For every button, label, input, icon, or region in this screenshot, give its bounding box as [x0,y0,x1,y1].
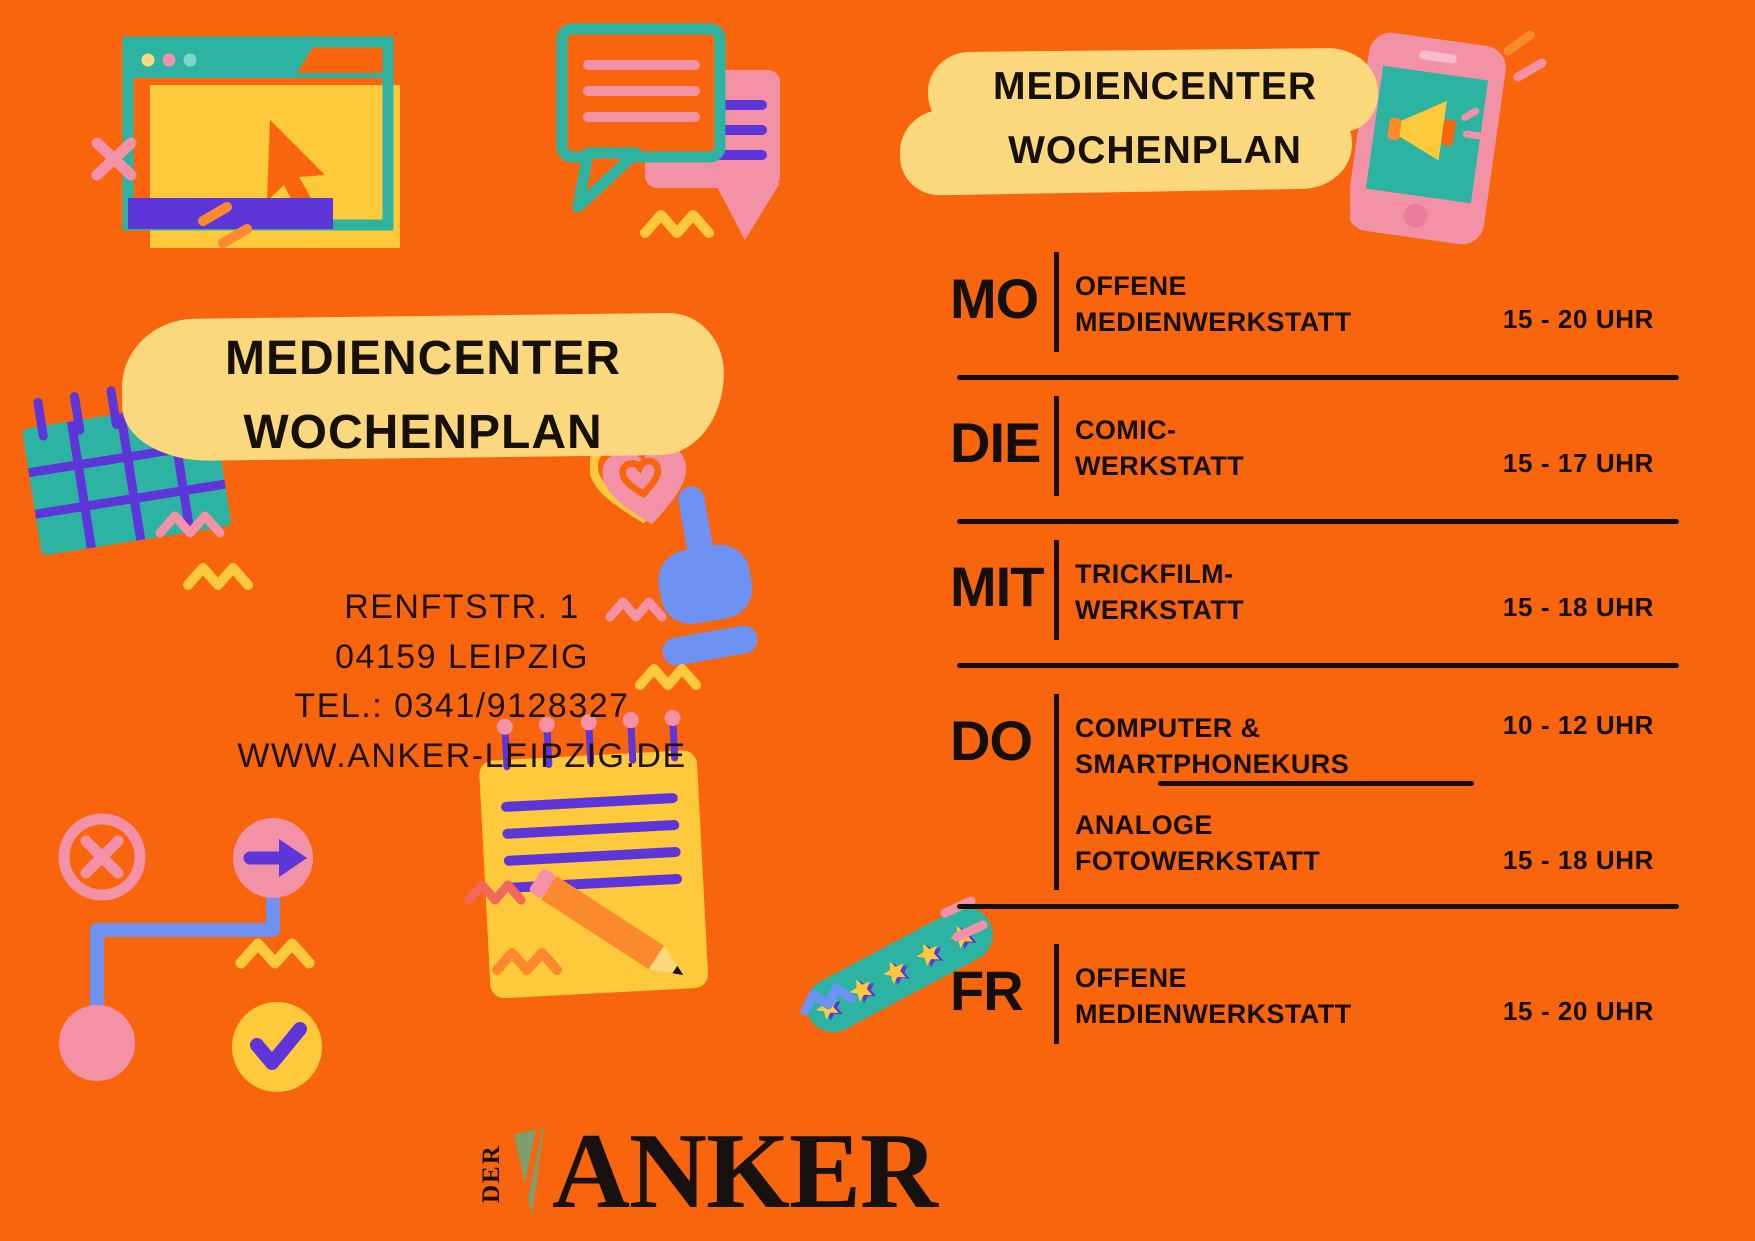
anker-logo [478,1112,938,1231]
event-time: 15 - 20 UHR [1502,996,1654,1026]
left-title-line2: WOCHENPLAN [243,406,603,459]
event-time: 15 - 18 UHR [1502,592,1654,622]
day-label-mit: MIT [950,555,1044,618]
row-divider [957,663,1679,668]
schedule-row-fr [950,944,1680,1044]
event-time: 15 - 20 UHR [1502,304,1654,334]
row-divider [957,519,1679,524]
crossed-circle-icon [64,819,140,895]
right-page-title [945,55,1365,183]
speech-bubbles-illustration [550,15,800,260]
check-circle-icon [232,1002,322,1092]
event-offene-medienwerkstatt-mo: OFFENE MEDIENWERKSTATT 15 - 20 UHR [1075,271,1654,337]
day-divider [1054,540,1059,640]
address-phone: TEL.: 0341/9128327 [294,687,630,725]
schedule-row-do [950,694,1680,890]
end-circle-icon [59,1005,135,1081]
do-sub-divider [1158,781,1474,786]
arrow-circle-icon [233,818,313,898]
schedule-row-die [950,396,1680,496]
browser-window-illustration [85,25,425,270]
day-label-do: DO [950,709,1032,772]
day-label-die: DIE [950,411,1041,474]
day-divider [1054,252,1059,352]
logo-sail-icon [511,1128,547,1220]
event-comic-werkstatt: COMIC- WERKSTATT 15 - 17 UHR [1075,415,1654,481]
right-title-line2: WOCHENPLAN [1008,129,1302,172]
day-divider [1054,396,1059,496]
address-website: WWW.ANKER-LEIPZIG.DE [237,736,687,775]
address-block [177,583,747,781]
day-divider [1054,694,1059,890]
event-analoge-fotowerkstatt: ANALOGE FOTOWERKSTATT 15 - 18 UHR [1075,810,1654,876]
schedule-row-mo [950,252,1680,352]
logo-der-text: DER [478,1144,505,1204]
event-time: 15 - 18 UHR [1502,845,1654,875]
logo-anker-text: ANKER [552,1112,938,1231]
event-computer-smartphonekurs: COMPUTER & SMARTPHONEKURS 10 - 12 UHR [1075,710,1654,779]
left-title-line1: MEDIENCENTER [224,332,622,385]
day-divider [1054,944,1059,1044]
day-label-mo: MO [950,267,1039,330]
row-divider [957,904,1679,909]
right-title-line1: MEDIENCENTER [992,65,1318,108]
event-time: 10 - 12 UHR [1502,710,1654,740]
event-offene-medienwerkstatt-fr: OFFENE MEDIENWERKSTATT 15 - 20 UHR [1075,963,1654,1029]
row-divider [957,375,1679,380]
event-trickfilm-werkstatt: TRICKFILM- WERKSTATT 15 - 18 UHR [1075,559,1654,625]
event-time: 15 - 17 UHR [1502,448,1654,478]
address-street: RENFTSTR. 1 [344,588,580,626]
schedule-row-mit [950,540,1680,640]
day-label-fr: FR [950,959,1023,1022]
address-city: 04159 LEIPZIG [335,637,589,676]
left-page-title [122,322,724,470]
smartphone-megaphone-illustration [1350,25,1550,260]
flowchart-checklist-illustration [45,795,345,1100]
